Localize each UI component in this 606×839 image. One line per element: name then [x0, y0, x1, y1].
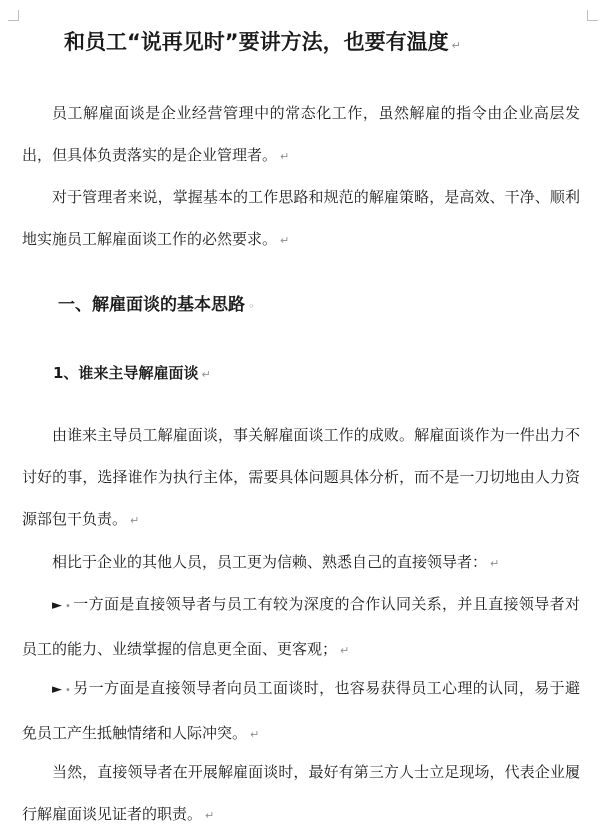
- paragraph-text: 当然，直接领导者在开展解雇面谈时，最好有第三方人士立足现场，代表企业履行解雇面谈见证者的职责。: [22, 763, 580, 823]
- paragraph-mark: ↵: [201, 368, 211, 381]
- paragraph-mark: ↵: [280, 234, 290, 247]
- heading-mark: ◦: [248, 300, 255, 313]
- page-corner-mark-left: [8, 10, 19, 21]
- paragraph-mark: ↵: [205, 809, 215, 822]
- paragraph-text: 对于管理者来说，掌握基本的工作思路和规范的解雇策略，是高效、干净、顺利地实施员工解雇面谈工作的必然要求。: [22, 188, 580, 248]
- page-corner-mark-right: [587, 10, 598, 21]
- paragraph-mark: ↵: [280, 150, 290, 163]
- paragraph-mark: ↵: [490, 557, 500, 570]
- subsection-heading[interactable]: [53, 352, 211, 396]
- heading-text: 1、谁来主导解雇面谈: [53, 364, 199, 382]
- closing-paragraph[interactable]: [22, 751, 580, 837]
- title-text: 和员工“说再见时”要讲方法，也要有温度: [64, 30, 449, 54]
- bullet-text: 另一方面是直接领导者向员工面谈时，也容易获得员工心理的认同，易于避免员工产生抵触情绪和人际冲突。: [22, 679, 580, 742]
- bullet-arrow-icon: ►: [52, 598, 62, 613]
- section-paragraph-1[interactable]: [22, 414, 580, 542]
- section-paragraph-2[interactable]: [22, 541, 580, 585]
- paragraph-text: 相比于企业的其他人员，员工更为信赖、熟悉自己的直接领导者：: [52, 553, 488, 571]
- bullet-dot: •: [65, 601, 71, 612]
- bullet-arrow-icon: ►: [52, 682, 62, 697]
- section-heading[interactable]: [58, 284, 255, 328]
- intro-paragraph-2[interactable]: [22, 176, 580, 262]
- paragraph-mark: ↵: [130, 514, 140, 527]
- intro-paragraph-1[interactable]: [22, 92, 580, 178]
- paragraph-text: 由谁来主导员工解雇面谈，事关解雇面谈工作的成败。解雇面谈作为一件出力不讨好的事，选择谁作为执行主体，需要具体问题具体分析，而不是一刀切地由人力资源部包干负责。: [22, 426, 580, 528]
- paragraph-text: 员工解雇面谈是企业经营管理中的常态化工作，虽然解雇的指令由企业高层发出，但具体负责落实的是企业管理者。: [22, 104, 580, 164]
- document-title[interactable]: [64, 22, 564, 66]
- paragraph-mark: ↵: [451, 39, 461, 52]
- heading-text: 一、解雇面谈的基本思路: [58, 295, 245, 315]
- paragraph-mark: ↵: [340, 644, 350, 657]
- bullet-item-2[interactable]: [22, 667, 580, 756]
- paragraph-mark: ↵: [250, 728, 260, 741]
- bullet-text: 一方面是直接领导者与员工有较为深度的合作认同关系，并且直接领导者对员工的能力、业绩掌握的信息更全面、更客观；: [22, 595, 580, 658]
- bullet-dot: •: [65, 685, 71, 696]
- bullet-item-1[interactable]: [22, 583, 580, 672]
